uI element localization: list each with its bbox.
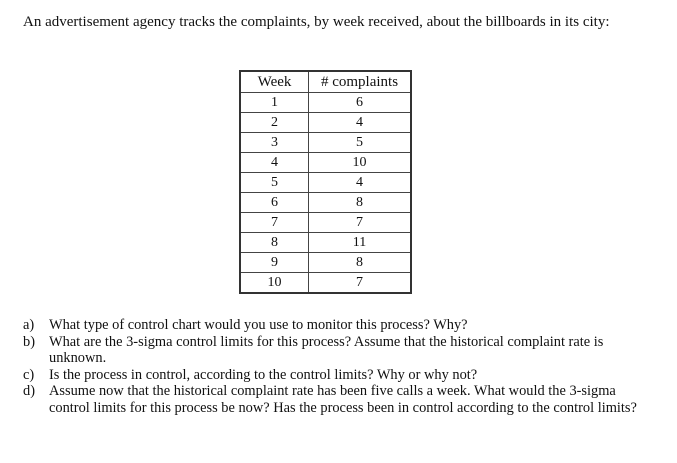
question-label: d) [23,383,35,399]
week-cell: 2 [240,113,309,133]
table-row [240,93,411,113]
complaints-cell: 7 [309,213,412,233]
complaints-cell: 10 [309,153,412,173]
question-label: c) [23,366,35,383]
complaints-cell: 5 [309,133,412,153]
complaints-cell: 7 [309,273,412,294]
week-cell: 4 [240,153,309,173]
question-c [23,367,643,384]
question-label: b) [23,333,35,350]
table-row [240,153,411,173]
week-cell: 1 [240,93,309,113]
complaints-cell: 8 [309,193,412,213]
complaints-cell: 6 [309,93,412,113]
question-text: What are the 3-sigma control limits for this process? Assume that the historical complaint rate is unknown. [49,333,604,366]
week-cell: 8 [240,233,309,253]
week-cell: 6 [240,193,309,213]
complaints-table [239,70,412,294]
question-b [23,334,643,367]
week-cell: 10 [240,273,309,294]
question-d [23,383,643,416]
complaints-header: # complaints [309,71,412,93]
week-cell: 3 [240,133,309,153]
table-row [240,233,411,253]
complaints-cell: 11 [309,233,412,253]
table-row [240,113,411,133]
table-row [240,133,411,153]
question-label: a) [23,317,35,333]
complaints-cell: 4 [309,173,412,193]
table-row [240,193,411,213]
table-row [240,273,411,294]
question-list [23,317,643,416]
complaints-cell: 4 [309,113,412,133]
question-a [23,317,643,334]
table-row [240,213,411,233]
complaints-cell: 8 [309,253,412,273]
question-text: What type of control chart would you use to monitor this process? Why? [49,317,468,333]
question-text: Is the process in control, according to the control limits? Why or why not? [49,366,478,383]
week-cell: 9 [240,253,309,273]
table-row [240,173,411,193]
table-header-row [240,71,411,93]
week-header: Week [240,71,309,93]
table-row [240,253,411,273]
intro-text: An advertisement agency tracks the complaints, by week received, about the billboards in its city: [23,14,610,30]
week-cell: 5 [240,173,309,193]
question-text: Assume now that the historical complaint rate has been five calls a week. What would the 3-sigma control limits for this process be now? Has the process been in control according to the control limits? [49,383,637,416]
week-cell: 7 [240,213,309,233]
